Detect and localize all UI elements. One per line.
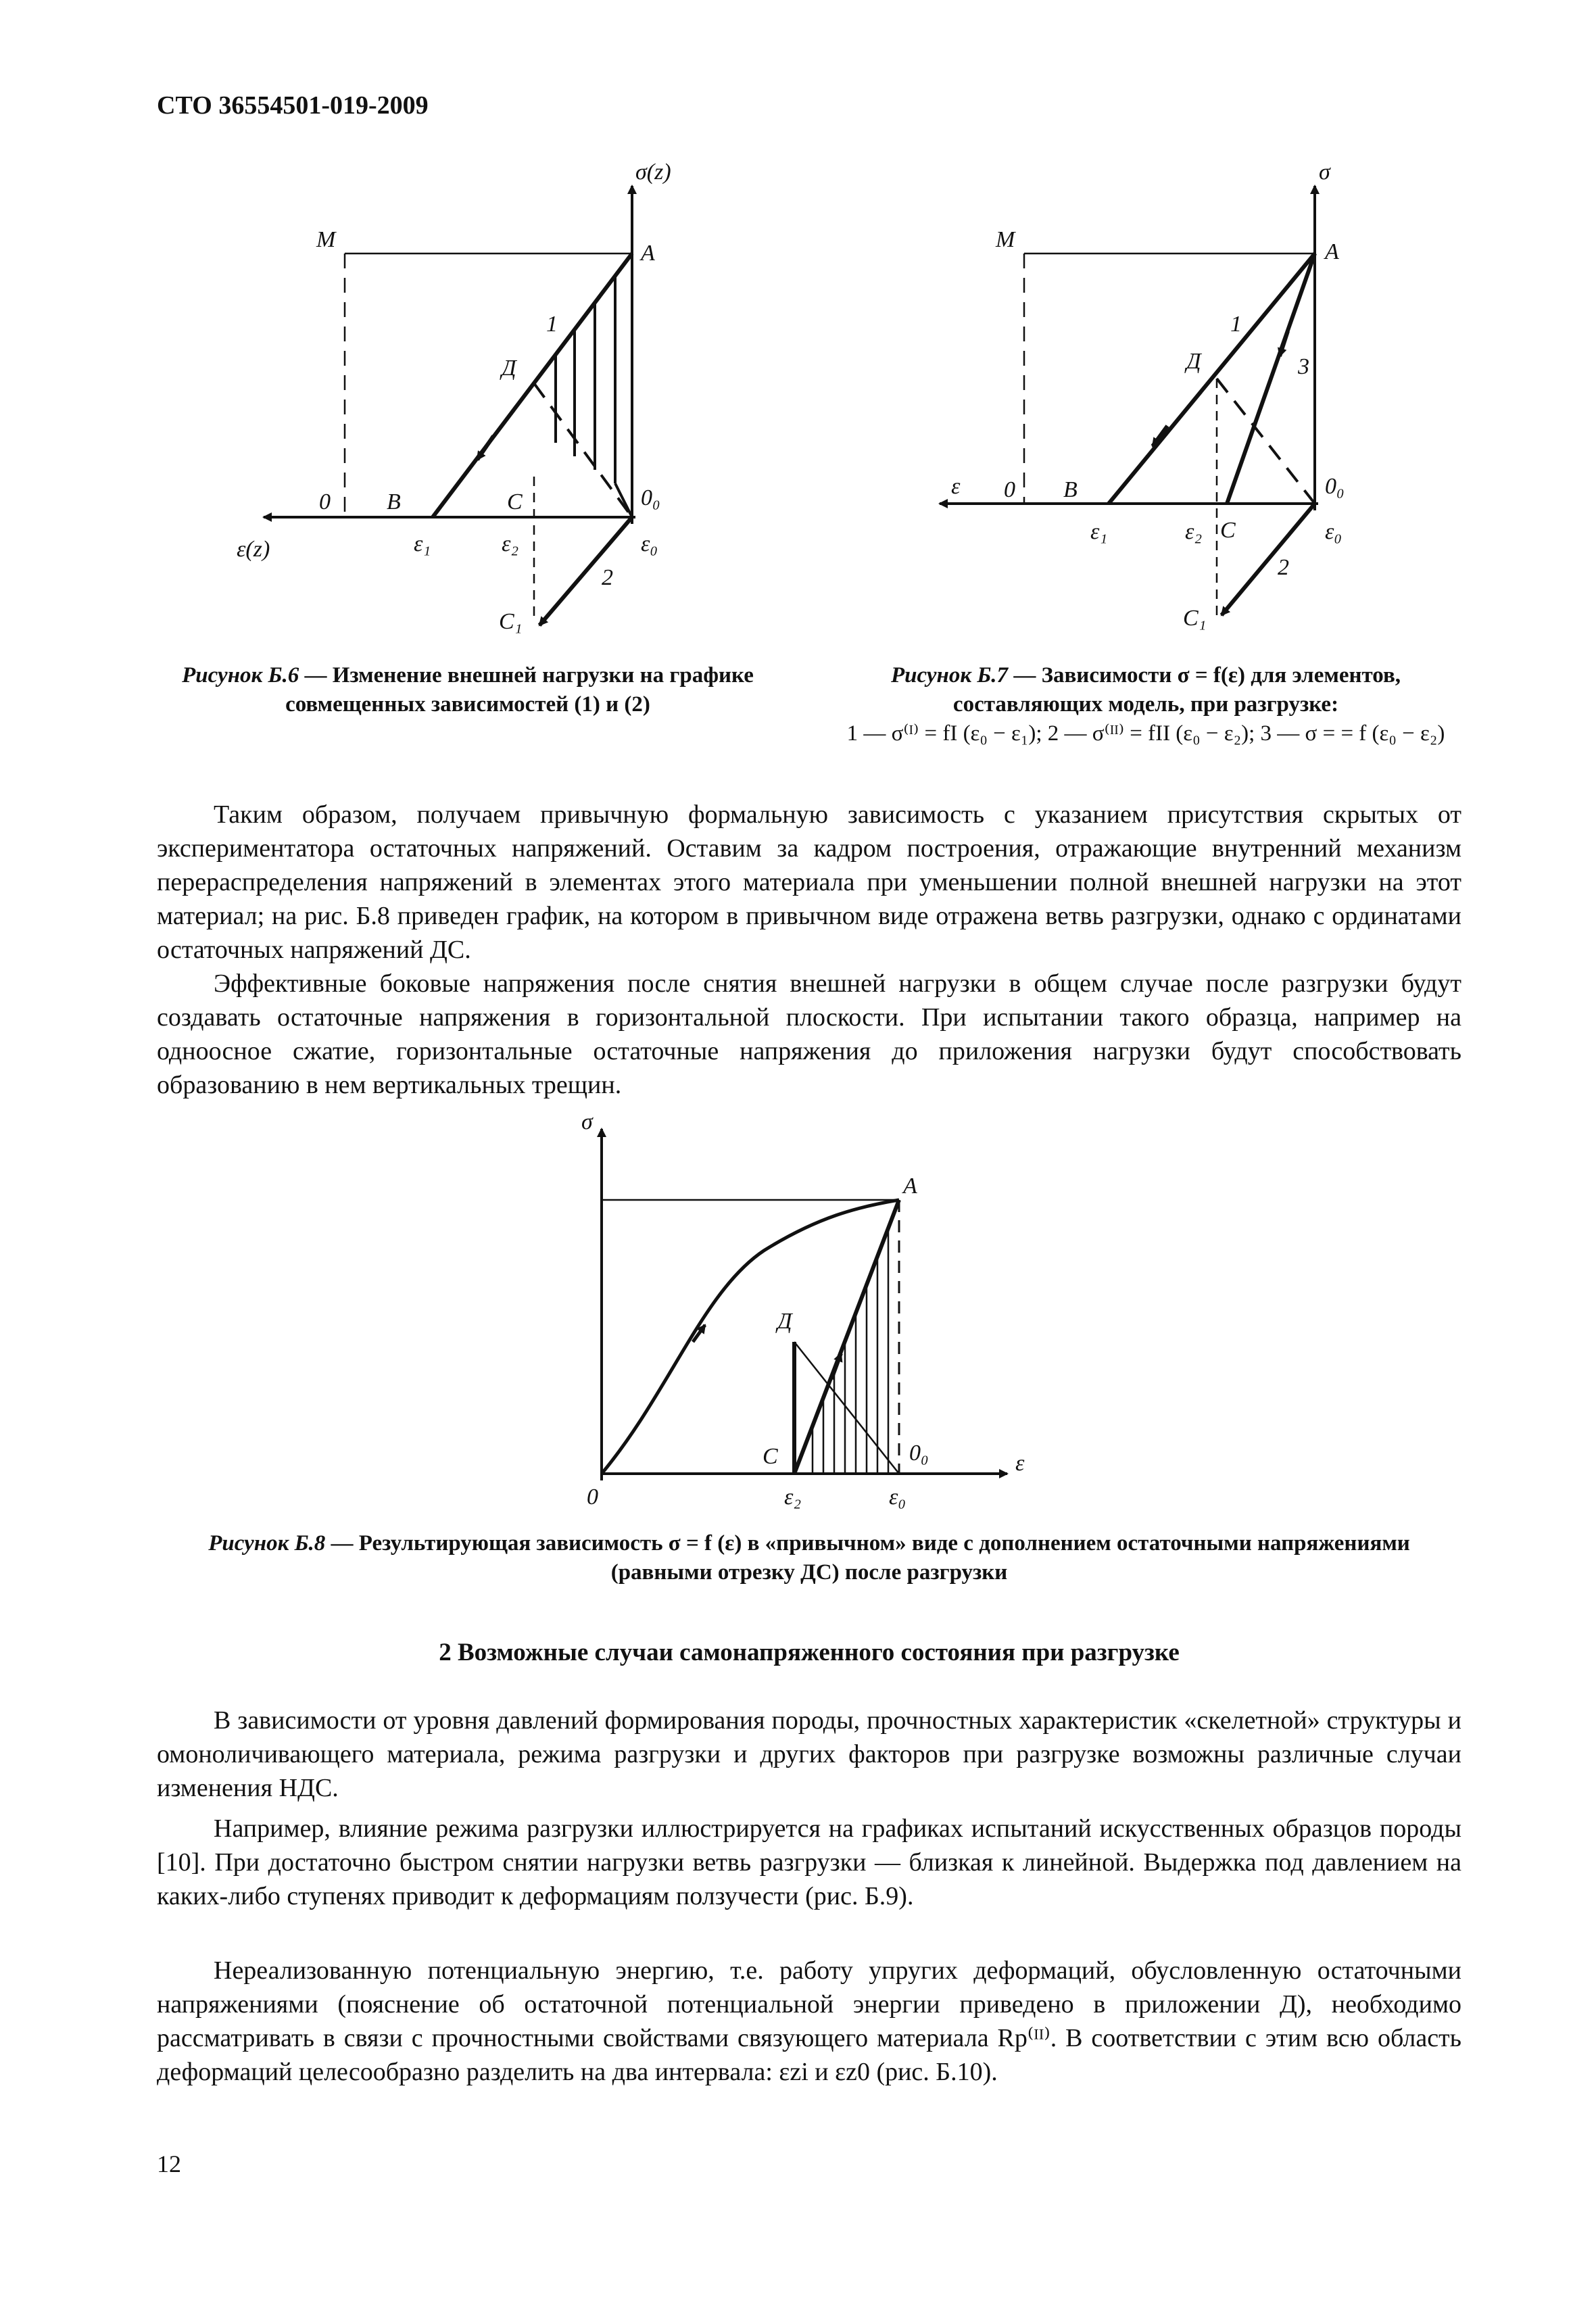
b8-unloading-line — [794, 1200, 899, 1474]
figure-b8 — [554, 1109, 1068, 1514]
b8-x-label: ε — [1015, 1451, 1025, 1476]
document-id: СТО 36554501-019-2009 — [157, 91, 429, 120]
section-heading: 2 Возможные случаи самонапряженного состояния при разгрузке — [439, 1639, 1180, 1666]
b8-label-zero: 0 — [587, 1485, 598, 1510]
b7-label-o0: 0₀ — [1325, 474, 1345, 499]
b6-y-label: σ(z) — [635, 160, 671, 185]
b7-label-b: B — [1063, 477, 1078, 502]
b8-label-o0: 0₀ — [909, 1441, 929, 1466]
figure-b8-caption — [157, 1529, 1461, 1587]
b8-y-label: σ — [581, 1109, 593, 1134]
figure-b7-caption-number: Рисунок Б.7 — [890, 663, 1009, 687]
b6-x-label: ε(z) — [237, 537, 270, 562]
figure-b7 — [929, 159, 1416, 646]
paragraph: Эффективные боковые напряжения после снятия внешней нагрузки в общем случае после разгрузки будут создавать остаточные напряжения в горизонтальной плоскости. При испытании такого образца, например на одноосное сжатие, горизонтальные остаточные напряжения до приложения нагрузки будут способствовать образованию в нем вертикальных трещин. — [157, 969, 1461, 1099]
b7-label-eps0: ε₀ — [1325, 519, 1343, 544]
b6-label-o0: 0₀ — [641, 485, 660, 510]
figure-b6-caption — [157, 661, 779, 719]
b6-hatch-end — [615, 483, 632, 517]
b7-label-zero: 0 — [1004, 477, 1015, 502]
b6-dashed-diagonal — [534, 383, 632, 517]
b7-label-eps2: ε₂ — [1185, 519, 1203, 544]
b7-label-3: 3 — [1298, 354, 1309, 379]
b6-label-zero: 0 — [319, 489, 331, 514]
paragraph: Нереализованную потенциальную энергию, т.е. работу упругих деформаций, обусловленную остаточными напряжениями (пояснение об остаточной потенциальной энергии приведено в приложении Д), необходимо рассматривать в связи с прочностными свойствами связующего материала Rp⁽ᴵᴵ⁾. В соответствии с этим всю область деформаций целесообразно разделить на два интервала: εzi и εz0 (рис. Б.10). — [157, 1956, 1461, 2086]
b7-curve-2 — [1222, 504, 1315, 615]
b7-label-c1: C₁ — [1183, 606, 1207, 631]
b6-label-eps0: ε₀ — [641, 531, 658, 556]
b6-label-m: M — [316, 227, 336, 252]
page-number: 12 — [157, 2150, 181, 2177]
b6-label-eps1: ε₁ — [414, 531, 431, 556]
paragraph: Например, влияние режима разгрузки иллюстрируется на графиках испытаний искусственных образцов породы [10]. При достаточно быстром снятии нагрузки ветвь разгрузки — близкая к линейной. Выдержка под давлением на каких-либо ступенях приводит к деформациям ползучести (рис. Б.9). — [157, 1814, 1461, 1910]
b6-label-a: A — [641, 241, 655, 266]
b8-unloading-arrow — [831, 1353, 841, 1379]
figure-b8-diagram — [554, 1109, 1068, 1514]
b7-label-a: A — [1325, 239, 1339, 264]
b7-label-eps1: ε₁ — [1090, 519, 1108, 544]
b6-curve-2 — [539, 517, 632, 625]
figure-b6-caption-number: Рисунок Б.6 — [182, 663, 299, 687]
figure-b6-caption-text: — Изменение внешней нагрузки на графике совмещенных зависимостей (1) и (2) — [285, 663, 754, 717]
figure-b6 — [237, 159, 723, 646]
b8-label-d: Д — [777, 1309, 792, 1334]
figure-b7-caption — [828, 661, 1464, 748]
b8-label-eps0: ε₀ — [889, 1485, 906, 1510]
b7-y-label: σ — [1319, 160, 1330, 185]
b7-label-d: Д — [1186, 349, 1201, 374]
b7-label-c: C — [1220, 518, 1236, 543]
b6-label-b: B — [387, 489, 401, 514]
figure-b8-caption-number: Рисунок Б.8 — [208, 1531, 326, 1555]
figure-b7-caption-text: — Зависимости σ = f(ε) для элементов, составляющих модель, при разгрузке: — [952, 663, 1401, 717]
paragraph: В зависимости от уровня давлений формирования породы, прочностных характеристик «скелетной» структуры и омоноличивающего материала, режима разгрузки и других факторов при разгрузке возможны различные случаи изменения НДС. — [157, 1706, 1461, 1802]
b7-label-2: 2 — [1278, 555, 1289, 580]
figure-b8-caption-text: — Результирующая зависимость σ = f (ε) в «привычном» виде с дополнением остаточными напряжениями (равными отрезку ДС) после разгрузки — [325, 1531, 1410, 1585]
b8-loading-curve — [602, 1200, 899, 1474]
b7-x-label: ε — [951, 474, 961, 499]
b7-label-m: M — [996, 227, 1015, 252]
b8-label-a: A — [903, 1174, 917, 1199]
paragraph: Таким образом, получаем привычную формальную зависимость с указанием присутствия скрытых от экспериментатора остаточных напряжений. Оставим за кадром построения, отражающие внутренний механизм перераспределения напряжений в элементах этого материала при уменьшении полной внешней нагрузки на этот материал; на рис. Б.8 приведен график, на котором в привычном виде отражена ветвь разгрузки, однако с ординатами остаточных напряжений ДС. — [157, 800, 1461, 964]
b8-label-eps2: ε₂ — [784, 1485, 802, 1510]
b7-curve-1 — [1109, 254, 1315, 504]
figure-b7-caption-formula: 1 — σ⁽ᴵ⁾ = fI (ε₀ − ε₁); 2 — σ⁽ᴵᴵ⁾ = fII (ε₀ − ε₂); 3 — σ = = f (ε₀ − ε₂) — [846, 721, 1445, 746]
b8-label-c: C — [763, 1444, 778, 1469]
b6-curve-1-arrow — [477, 436, 493, 460]
b7-curve-3-arrow — [1280, 331, 1288, 356]
figure-b7-diagram — [929, 159, 1416, 646]
b8-diagonal — [794, 1342, 899, 1474]
b6-label-1: 1 — [546, 312, 558, 337]
b6-label-c1: C₁ — [499, 609, 523, 634]
b6-label-2: 2 — [602, 565, 613, 590]
b6-label-eps2: ε₂ — [502, 531, 519, 556]
figure-b6-diagram — [237, 159, 723, 646]
b6-label-d: Д — [502, 356, 516, 381]
b7-label-1: 1 — [1230, 312, 1242, 337]
b6-label-c: C — [507, 489, 523, 514]
